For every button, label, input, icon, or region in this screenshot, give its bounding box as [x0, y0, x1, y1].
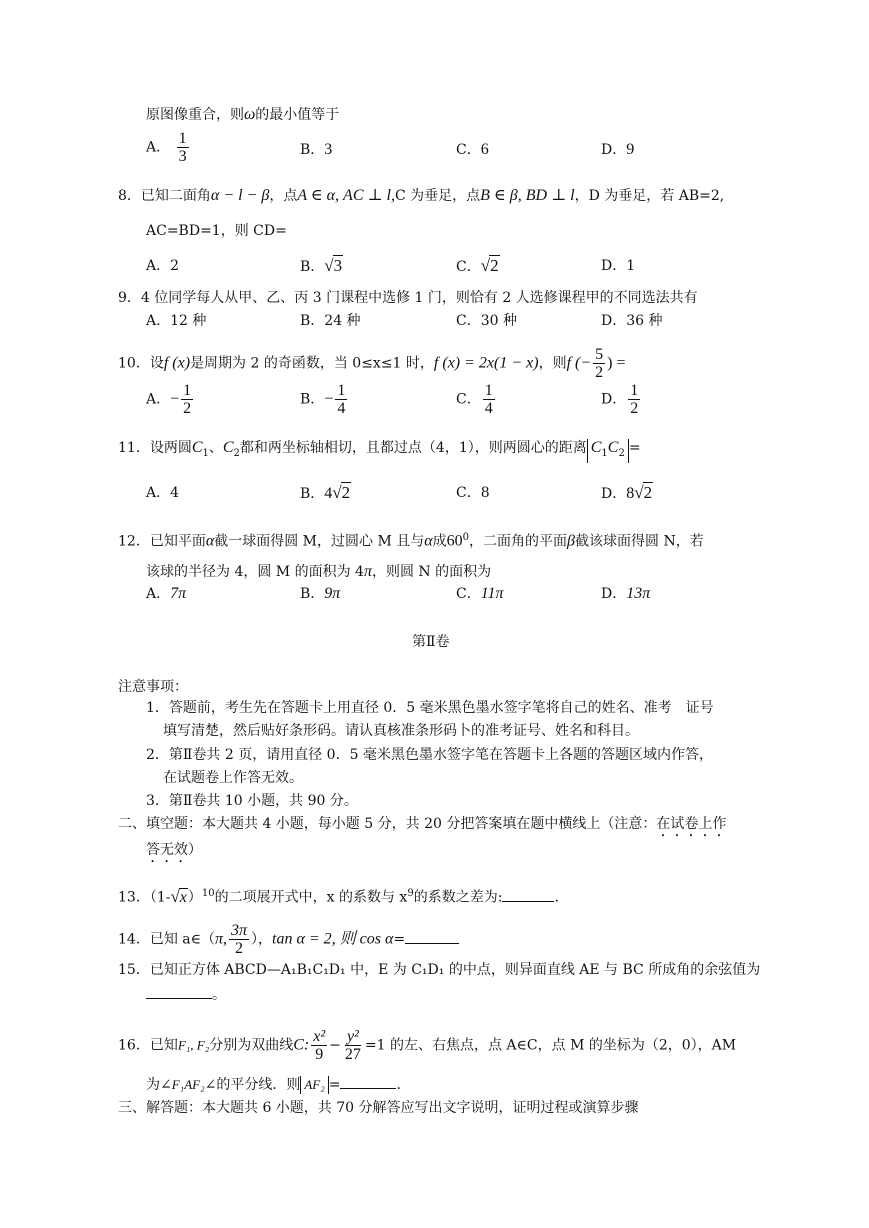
q10-line1: 10．设f (x)是周期为 2 的奇函数，当 0≤x≤1 时，f (x) = 2x(1 − x)，则f (− $\frac{5}{2}$ ) =	[118, 346, 626, 381]
q16-line1: 16．已知F₁, F₂分别为双曲线C: $\frac{\text{x²}}{9}$ − $\frac{\text{y²}}{27}$ =1 的左、右焦点，点 A∈C，点 M 的坐标为（2，0），AM	[118, 1028, 737, 1063]
q12-option-c: C．11π	[456, 585, 504, 602]
q11-option-d: D．8√2	[601, 483, 653, 502]
q7-option-a: A． $\frac{1}{3}$	[146, 130, 187, 165]
q7-option-c: C．6	[456, 141, 489, 158]
answer-blank[interactable]	[146, 984, 212, 999]
sqrt-symbol: √2	[480, 256, 499, 275]
q12-option-d: D．13π	[601, 585, 651, 602]
q15-line1: 15．已知正方体 ABCD—A₁B₁C₁D₁ 中，E 为 C₁D₁ 的中点，则异面直线 AE 与 BC 所成角的余弦值为	[118, 962, 761, 978]
section3-heading: 三、解答题：本大题共 6 小题，共 70 分解答应写出文字说明，证明过程或演算步骤	[118, 1100, 639, 1116]
q8-line1: 8．已知二面角α − l − β，点A ∈ α, AC ⊥ l,C 为垂足，点B ∈ β, BD ⊥ l，D 为垂足，若 AB=2,	[118, 187, 725, 204]
part2-title: 第Ⅱ卷	[412, 634, 450, 650]
q15-line2: 。	[146, 984, 226, 1005]
q9-option-a: A．12 种	[146, 313, 207, 329]
answer-blank[interactable]	[405, 929, 459, 944]
q12-option-a: A．7π	[146, 585, 187, 602]
q14-line: 14．已知 a∈（π, $\frac{3\pi}{2}$ ），tan α = 2, 则 cos α=	[118, 922, 459, 957]
notice-2-line1: 2．第Ⅱ卷共 2 页，请用直径 0．5 毫米黑色墨水签字笔在答题卡上各题的答题区域内作答，	[146, 747, 713, 763]
q11-option-a: A．4	[146, 485, 180, 501]
notice-2-line2: 在试题卷上作答无效。	[163, 770, 303, 786]
answer-blank[interactable]	[502, 887, 554, 902]
fraction: $\frac{1}{2}$	[183, 382, 192, 417]
omega-symbol: ω	[244, 106, 256, 123]
q10-option-c: C． $\frac{1}{4}$	[456, 382, 493, 417]
sqrt-symbol: √x	[170, 886, 187, 906]
q11-option-b: B．4√2	[300, 483, 351, 502]
q7-option-d: D．9	[601, 141, 635, 158]
fraction: $\frac{3\pi}{2}$	[231, 922, 248, 957]
notice-1-line1: 1．答题前，考生先在答题卡上用直径 0．5 毫米黑色墨水签字笔将自己的姓名、准考 证号	[146, 700, 714, 716]
q9-option-b: B．24 种	[300, 313, 361, 329]
q8-line2: AC=BD=1，则 CD=	[146, 223, 287, 239]
q7-option-b: B．3	[300, 141, 333, 158]
fraction: $\frac{\text{y²}}{27}$	[344, 1028, 361, 1063]
q9-option-d: D．36 种	[601, 313, 663, 329]
q10-option-a: A．− $\frac{1}{2}$	[146, 382, 192, 417]
q11-line1: 11．设两圆$C_1$、$C_2$都和两坐标轴相切，且都过点（4，1），则两圆心的距离 $C_1C_2$ =	[118, 438, 641, 464]
q11-option-c: C．8	[456, 485, 490, 501]
sqrt-symbol: √3	[324, 256, 343, 275]
notice-1-line2: 填写清楚，然后贴好条形码。请认真核准条形码卜的准考证号、姓名和科目。	[163, 723, 639, 739]
absolute-value: AF₂	[300, 1076, 328, 1094]
section2-heading-line2: 答无效）	[146, 842, 202, 858]
q8-option-c: C．√2	[456, 256, 499, 275]
sqrt-symbol: √2	[634, 483, 653, 502]
fraction: $\frac{5}{2}$	[595, 346, 604, 381]
absolute-value: $C_1C_2$	[587, 439, 629, 463]
q12-line1: 12．已知平面α截一球面得圆 M，过圆心 M 且与α成$60^0$，二面角的平面β截该球面得圆 N，若	[118, 532, 704, 550]
section2-heading: 二、填空题：本大题共 4 小题，每小题 5 分，共 20 分把答案填在题中横线上（注意：在试卷上作	[118, 816, 727, 832]
q9-line1: 9．4 位同学每人从甲、乙、丙 3 门课程中选修 1 门，则恰有 2 人选修课程甲的不同选法共有	[118, 290, 698, 306]
q8-option-a: A．2	[146, 258, 180, 274]
fraction: $\frac{1}{2}$	[630, 382, 639, 417]
notice-3: 3．第Ⅱ卷共 10 小题，共 90 分。	[146, 793, 358, 809]
q12-line2: 该球的半径为 4，圆 M 的面积为 4π，则圆 N 的面积为	[146, 563, 492, 580]
fraction: $\frac{\text{x²}}{9}$	[313, 1028, 326, 1063]
q8-option-b: B．√3	[300, 256, 343, 275]
q13-line: 13．$(1-√x)^{10}$的二项展开式中，x 的系数与 $x^9$的系数之差为: .	[118, 886, 559, 906]
emphasis-text: 在试卷上作	[656, 816, 727, 832]
fraction: $\frac{1}{4}$	[484, 382, 493, 417]
q16-line2: 为∠F₁AF₂∠的平分线．则 AF₂ = .	[146, 1074, 401, 1095]
emphasis-text: 答无效	[146, 842, 188, 858]
q9-option-c: C．30 种	[456, 313, 517, 329]
q10-option-b: B．− $\frac{1}{4}$	[300, 382, 346, 417]
q10-option-d: D． $\frac{1}{2}$	[601, 382, 639, 417]
q12-option-b: B．9π	[300, 585, 341, 602]
sqrt-symbol: √2	[332, 483, 351, 502]
q8-option-d: D．1	[601, 258, 636, 274]
fraction: $\frac{1}{3}$	[178, 130, 187, 165]
fraction: $\frac{1}{4}$	[337, 382, 346, 417]
notice-heading: 注意事项：	[118, 679, 188, 695]
answer-blank[interactable]	[340, 1074, 396, 1089]
q7-line2: 原图像重合，则ω的最小值等于	[146, 106, 340, 123]
